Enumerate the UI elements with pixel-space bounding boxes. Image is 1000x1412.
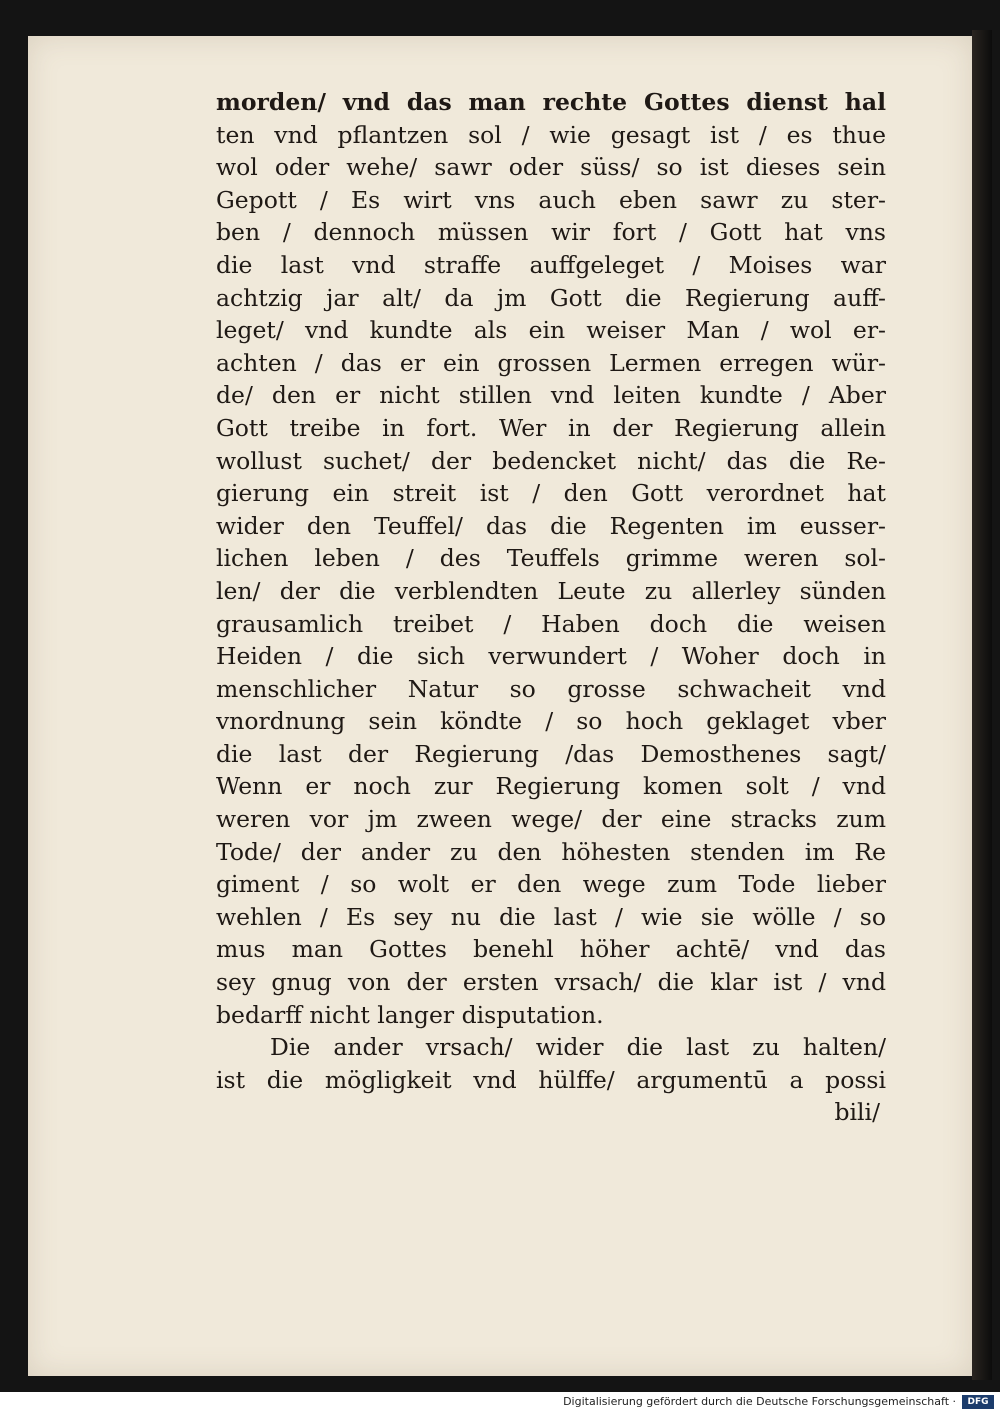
catchword: bili/ xyxy=(834,1098,880,1127)
text-line: menschlicher Natur so grosse schwacheit vnd xyxy=(216,674,886,703)
text-line: leget/ vnd kundte als ein weiser Man / wol er- xyxy=(216,316,886,345)
text-line: sey gnug von der ersten vrsach/ die klar ist / vnd xyxy=(216,968,886,997)
text-line: gierung ein streit ist / den Gott verordnet hat xyxy=(216,479,886,508)
text-line: wol oder wehe/ sawr oder süss/ so ist dieses sein xyxy=(216,153,886,182)
text-line: die last vnd straffe auffgeleget / Moises war xyxy=(216,250,886,279)
text-block xyxy=(216,86,886,1129)
text-line: bedarff nicht langer disputation. xyxy=(216,1000,604,1029)
text-line: ist die mögligkeit vnd hülffe/ argumentū a possi xyxy=(216,1065,886,1094)
text-line: Heiden / die sich verwundert / Woher doch in xyxy=(216,642,886,671)
text-line: wollust suchet/ der bedencket nicht/ das die Re- xyxy=(216,446,886,475)
text-line: len/ der die verblendten Leute zu allerley sünden xyxy=(216,576,886,605)
text-line: Gepott / Es wirt vns auch eben sawr zu ster- xyxy=(216,185,886,214)
text-line: die last der Regierung /das Demosthenes sagt/ xyxy=(216,739,886,768)
text-line: achten / das er ein grossen Lermen erregen wür- xyxy=(216,348,886,377)
text-line: grausamlich treibet / Haben doch die weisen xyxy=(216,609,886,638)
text-line: morden/ vnd das man rechte Gottes dienst hal xyxy=(216,88,886,116)
text-line: lichen leben / des Teuffels grimme weren sol- xyxy=(216,544,886,573)
text-line: ten vnd pflantzen sol / wie gesagt ist / es thue xyxy=(216,120,886,149)
book-spine-edge xyxy=(972,30,992,1380)
text-line: wehlen / Es sey nu die last / wie sie wölle / so xyxy=(216,902,886,931)
dfg-logo: DFG xyxy=(962,1395,994,1409)
text-line: Wenn er noch zur Regierung komen solt / vnd xyxy=(216,772,886,801)
text-line: Die ander vrsach/ wider die last zu halten/ xyxy=(270,1033,886,1062)
text-line: de/ den er nicht stillen vnd leiten kundte / Aber xyxy=(216,381,886,410)
text-line: giment / so wolt er den wege zum Tode lieber xyxy=(216,870,886,899)
text-line: mus man Gottes benehl höher achtē/ vnd das xyxy=(216,935,886,964)
text-line: Gott treibe in fort. Wer in der Regierung allein xyxy=(216,413,886,442)
text-line: weren vor jm zween wege/ der eine stracks zum xyxy=(216,805,886,834)
text-line: vnordnung sein köndte / so hoch geklaget vber xyxy=(216,707,886,736)
text-line: ben / dennoch müssen wir fort / Gott hat vns xyxy=(216,218,886,247)
text-line: wider den Teuffel/ das die Regenten im eusser- xyxy=(216,511,886,540)
funding-credit: Digitalisierung gefördert durch die Deutsche Forschungsgemeinschaft · xyxy=(563,1395,956,1408)
text-line: achtzig jar alt/ da jm Gott die Regierung auff- xyxy=(216,283,886,312)
footer-bar xyxy=(0,1392,1000,1412)
text-line: Tode/ der ander zu den höhesten stenden im Re xyxy=(216,837,886,866)
